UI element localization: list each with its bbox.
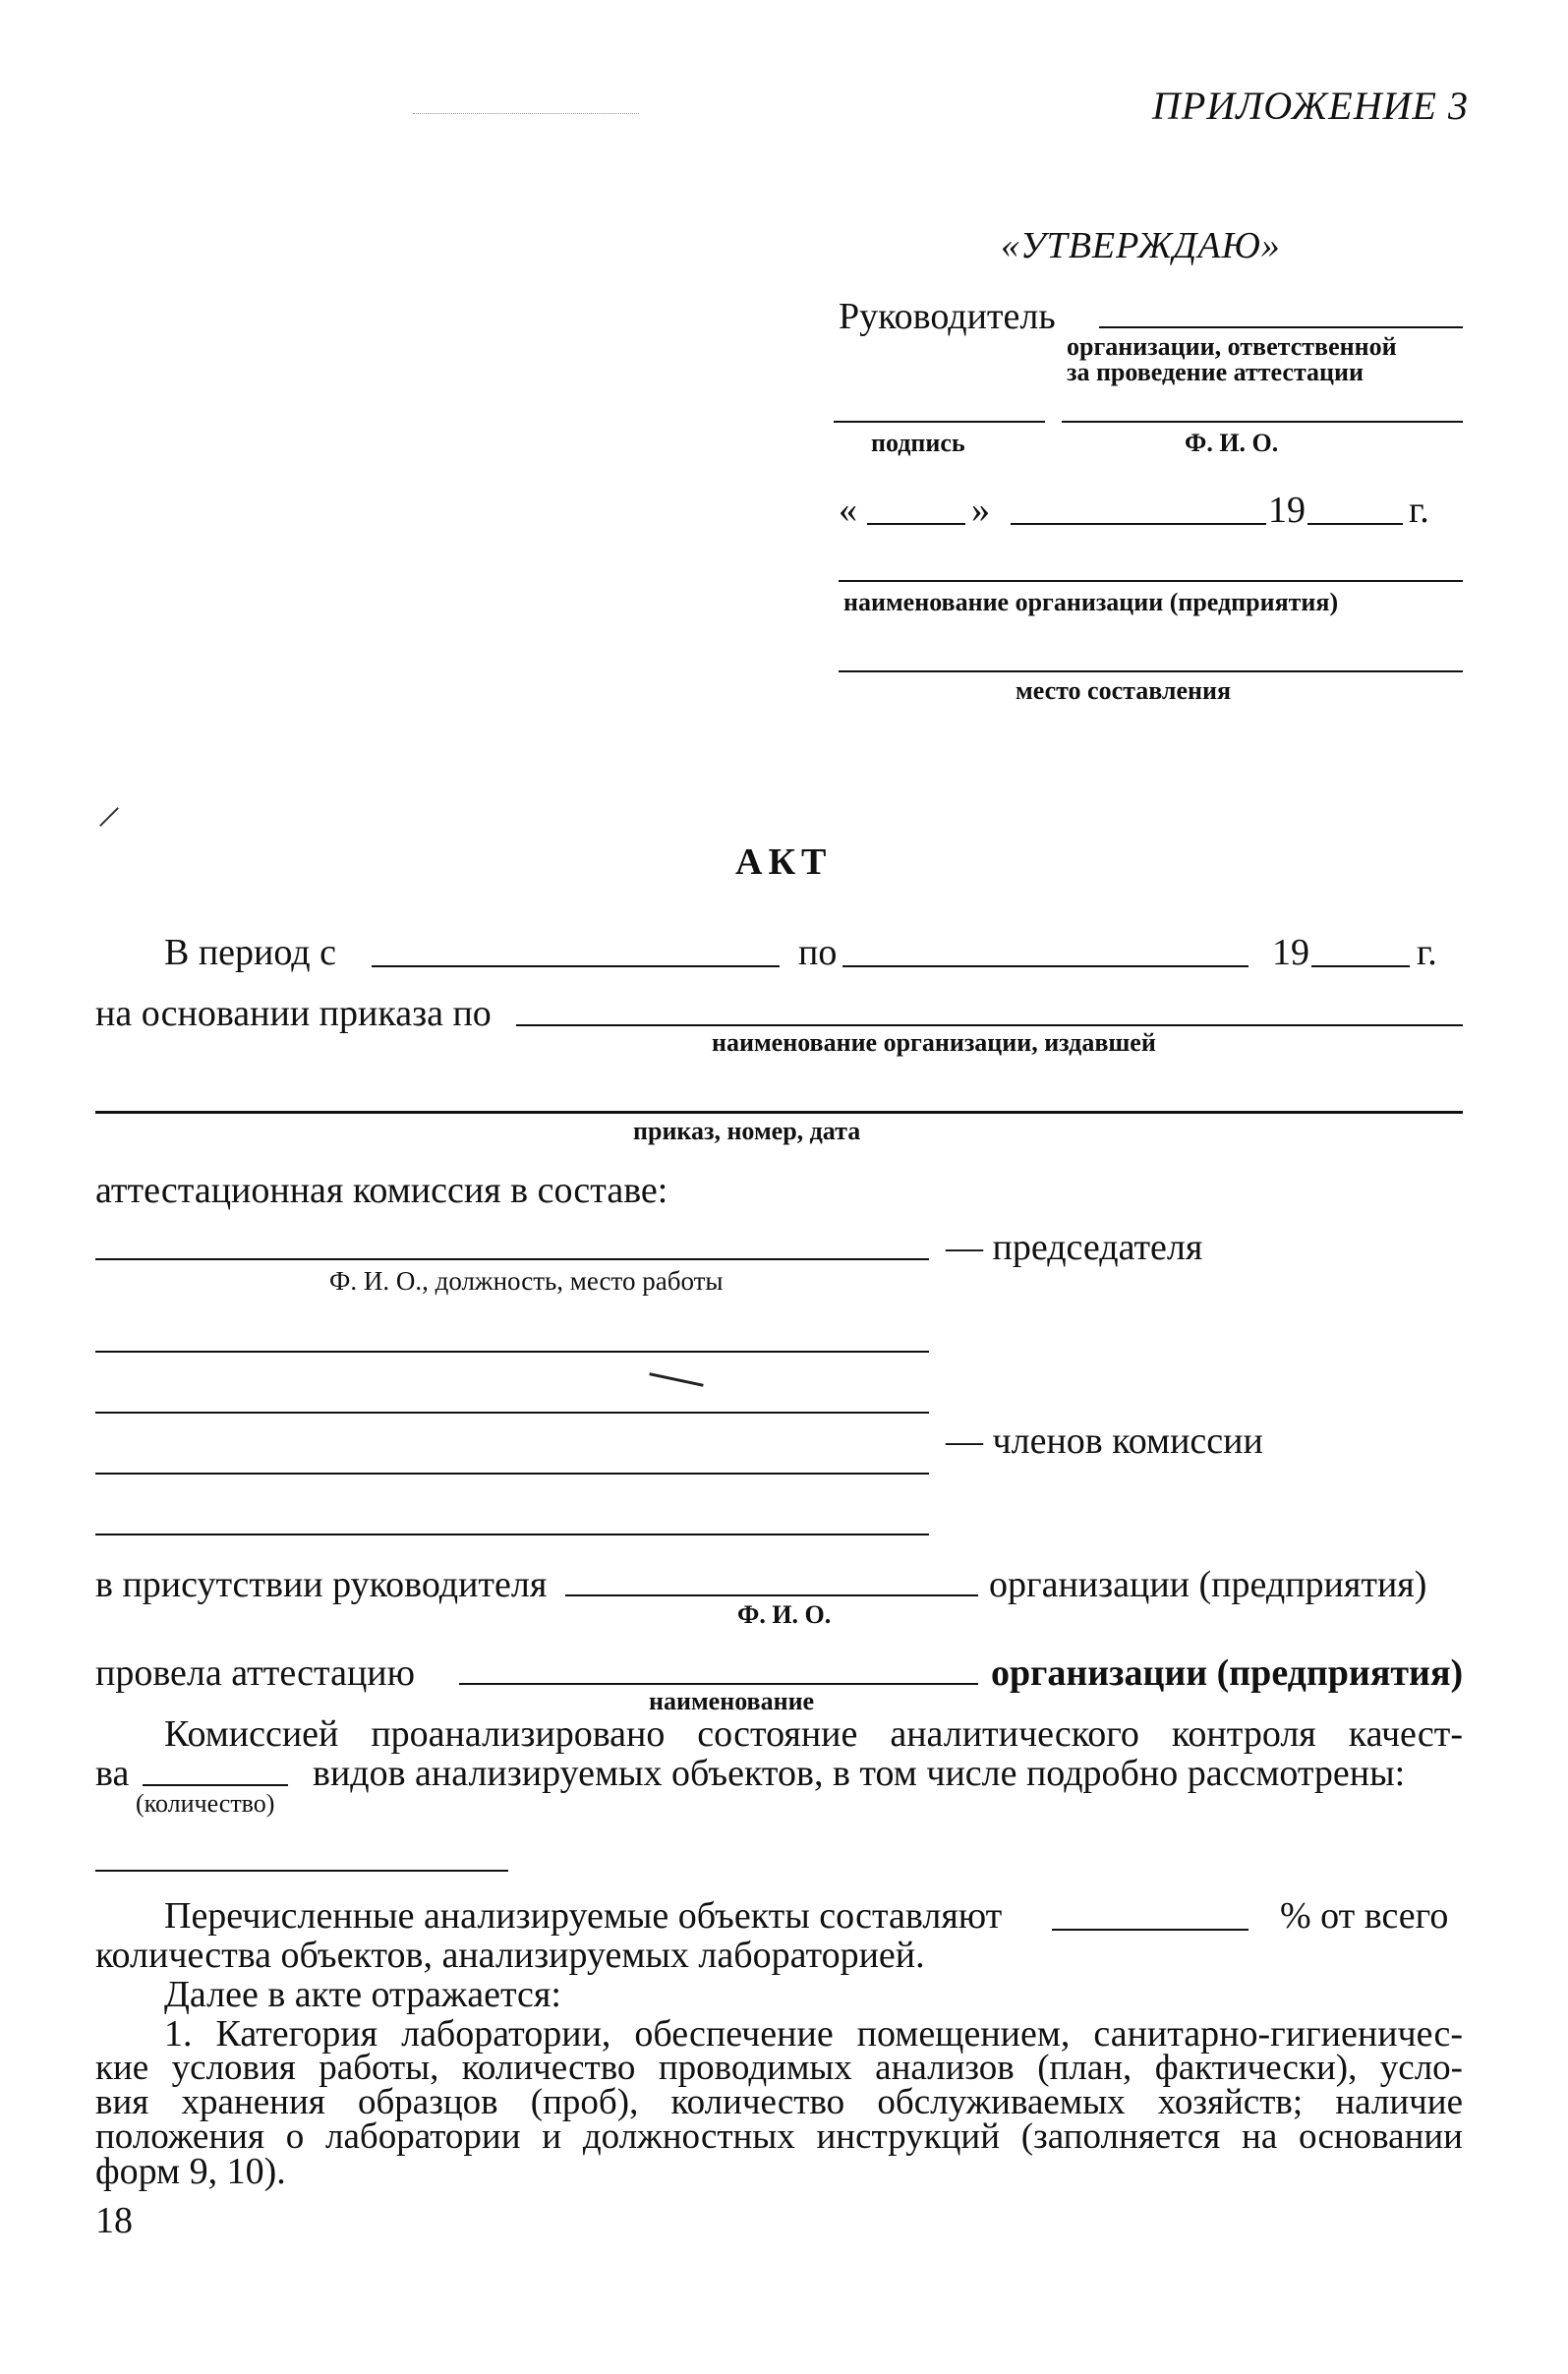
order-line [95, 1111, 1463, 1114]
date-year-line [1307, 523, 1403, 525]
members-label: — членов комиссии [946, 1420, 1263, 1462]
period-from-label: В период с [164, 932, 336, 973]
item1-line-4: положения о лаборатории и должностных инструкций (заполняется на основании [95, 2116, 1463, 2157]
analysis-line-2-start: ва [95, 1753, 130, 1794]
place-line [839, 670, 1463, 672]
org-caption-line2: за проведение аттестации [1067, 358, 1364, 386]
conducted-start: провела аттестацию [95, 1652, 416, 1694]
member-line-2 [95, 1412, 929, 1414]
quantity-line [143, 1784, 288, 1786]
conducted-caption: наименование [649, 1687, 815, 1715]
chairman-line [95, 1258, 929, 1260]
member-line-3 [95, 1473, 929, 1475]
presence-end: организации (предприятия) [989, 1564, 1427, 1605]
presence-line [565, 1594, 978, 1596]
order-org-line [516, 1024, 1463, 1026]
item1-line-1: 1. Категория лаборатории, обеспечение помещением, санитарно-гигиеничес- [164, 2013, 1463, 2055]
date-year-prefix: 19 [1268, 490, 1306, 531]
act-title: АКТ [735, 841, 833, 883]
date-day-line [867, 523, 965, 525]
date-year-suffix: г. [1409, 490, 1429, 531]
period-year-line [1311, 965, 1410, 967]
fio-caption: Ф. И. О. [1185, 429, 1279, 457]
order-caption: приказ, номер, дата [633, 1117, 861, 1145]
presence-start: в присутствии руководителя [95, 1564, 548, 1605]
page-number: 18 [95, 2200, 133, 2241]
item1-line-3: вия хранения образцов (проб), количество обслуживаемых хозяйств; наличие [95, 2082, 1463, 2122]
scan-artifact-stroke [99, 807, 119, 827]
share-percent-line [1052, 1929, 1249, 1931]
signature-caption: подпись [871, 429, 965, 457]
date-open-quote: « [839, 490, 857, 531]
scan-artifact-mark [649, 1372, 703, 1387]
period-from-line [372, 965, 780, 967]
analysis-line-1: Комиссией проанализировано состояние аналитического контроля качест- [164, 1713, 1463, 1755]
share-line-2: количества объектов, анализируемых лабораторией. [95, 1935, 925, 1976]
quantity-caption: (количество) [136, 1789, 275, 1818]
head-label: Руководитель [839, 296, 1056, 337]
share-end: % от всего [1280, 1895, 1449, 1937]
date-month-line [1011, 523, 1266, 525]
scan-artifact [413, 113, 639, 114]
chairman-label: — председателя [946, 1227, 1203, 1268]
org-name-line [839, 580, 1463, 582]
approval-title: «УТВЕРЖДАЮ» [1001, 225, 1281, 266]
further-label: Далее в акте отражается: [164, 1974, 561, 2015]
appendix-label: ПРИЛОЖЕНИЕ 3 [1152, 84, 1469, 128]
member-line-1 [95, 1351, 929, 1353]
order-org-caption: наименование организации, издавшей [712, 1028, 1156, 1057]
item1-line-5: форм 9, 10). [95, 2151, 286, 2192]
head-org-line [1099, 326, 1463, 328]
period-year-prefix: 19 [1272, 932, 1309, 973]
share-start: Перечисленные анализируемые объекты составляют [164, 1895, 1003, 1937]
fio-line [1062, 421, 1463, 423]
analysis-line-2-end: видов анализируемых объектов, в том числе подробно рассмотрены: [313, 1753, 1406, 1794]
item1-line-2: кие условия работы, количество проводимых анализов (план, фактически), усло- [95, 2048, 1463, 2088]
reviewed-objects-line [95, 1870, 508, 1872]
member-line-4 [95, 1534, 929, 1535]
commission-intro: аттестационная комиссия в составе: [95, 1170, 668, 1211]
date-close-quote: » [971, 490, 990, 531]
org-caption-line1: организации, ответственной [1067, 332, 1397, 361]
org-name-caption: наименование организации (предприятия) [843, 588, 1339, 616]
period-to-line [842, 965, 1249, 967]
order-basis-label: на основании приказа по [95, 993, 492, 1034]
chairman-caption: Ф. И. О., должность, место работы [329, 1266, 724, 1296]
presence-caption: Ф. И. О. [737, 1600, 832, 1629]
place-caption: место составления [1016, 676, 1232, 705]
conducted-line [459, 1683, 978, 1685]
period-year-suffix: г. [1417, 932, 1437, 973]
conducted-end: организации (предприятия) [991, 1652, 1464, 1694]
signature-line [834, 421, 1045, 423]
period-to-label: по [798, 932, 838, 973]
